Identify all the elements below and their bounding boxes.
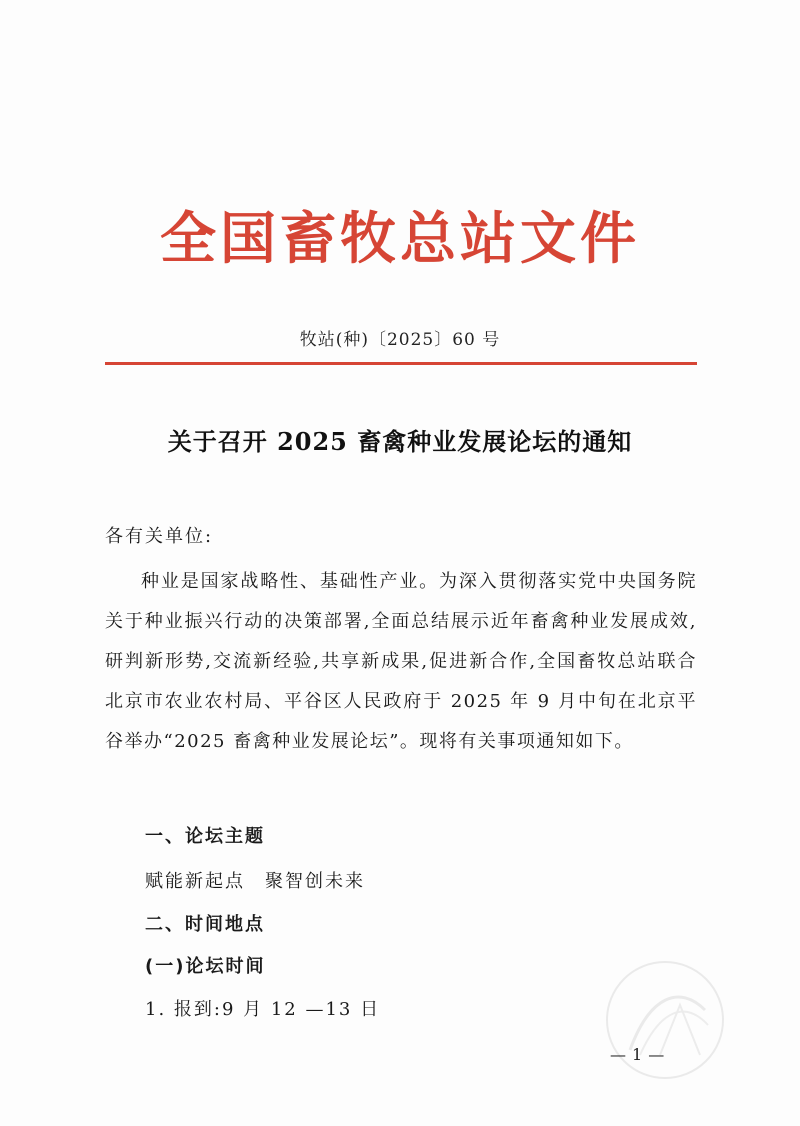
addressee: 各有关单位: [105, 526, 214, 547]
subsection-heading-forum-time: (一)论坛时间 [145, 956, 266, 977]
document-header-title: 全国畜牧总站文件 [160, 207, 640, 272]
document-number: 牧站(种)〔2025〕60 号 [299, 330, 501, 350]
red-divider-line [105, 362, 697, 365]
notice-title: 关于召开 2025 畜禽种业发展论坛的通知 [167, 427, 633, 456]
intro-paragraph: 种业是国家战略性、基础性产业。为深入贯彻落实党中央国务院关于种业振兴行动的决策部署,全面总结展示近年畜禽种业发展成效,研判新形势,交流新经验,共享新成果,促进新合作,全国畜牧总站联合北京市农业农村局、平谷区人民政府于 2025 年 9 月中旬在北京平谷举办“2025 畜禽种业发展论坛”。现将有关事项通知如下。 [105, 571, 697, 752]
watermark-logo-icon [600, 955, 730, 1085]
section-heading-theme: 一、论坛主题 [145, 826, 265, 847]
page-dash-left: — [610, 1045, 626, 1064]
page-dash-right: — [648, 1045, 665, 1064]
list-item-registration: 1. 报到:9 月 12 —13 日 [145, 999, 381, 1020]
forum-theme-text: 赋能新起点 聚智创未来 [145, 871, 365, 892]
page-number [610, 1045, 664, 1064]
section-heading-time-place: 二、时间地点 [145, 914, 265, 935]
page-number-value: 1 [632, 1045, 643, 1064]
